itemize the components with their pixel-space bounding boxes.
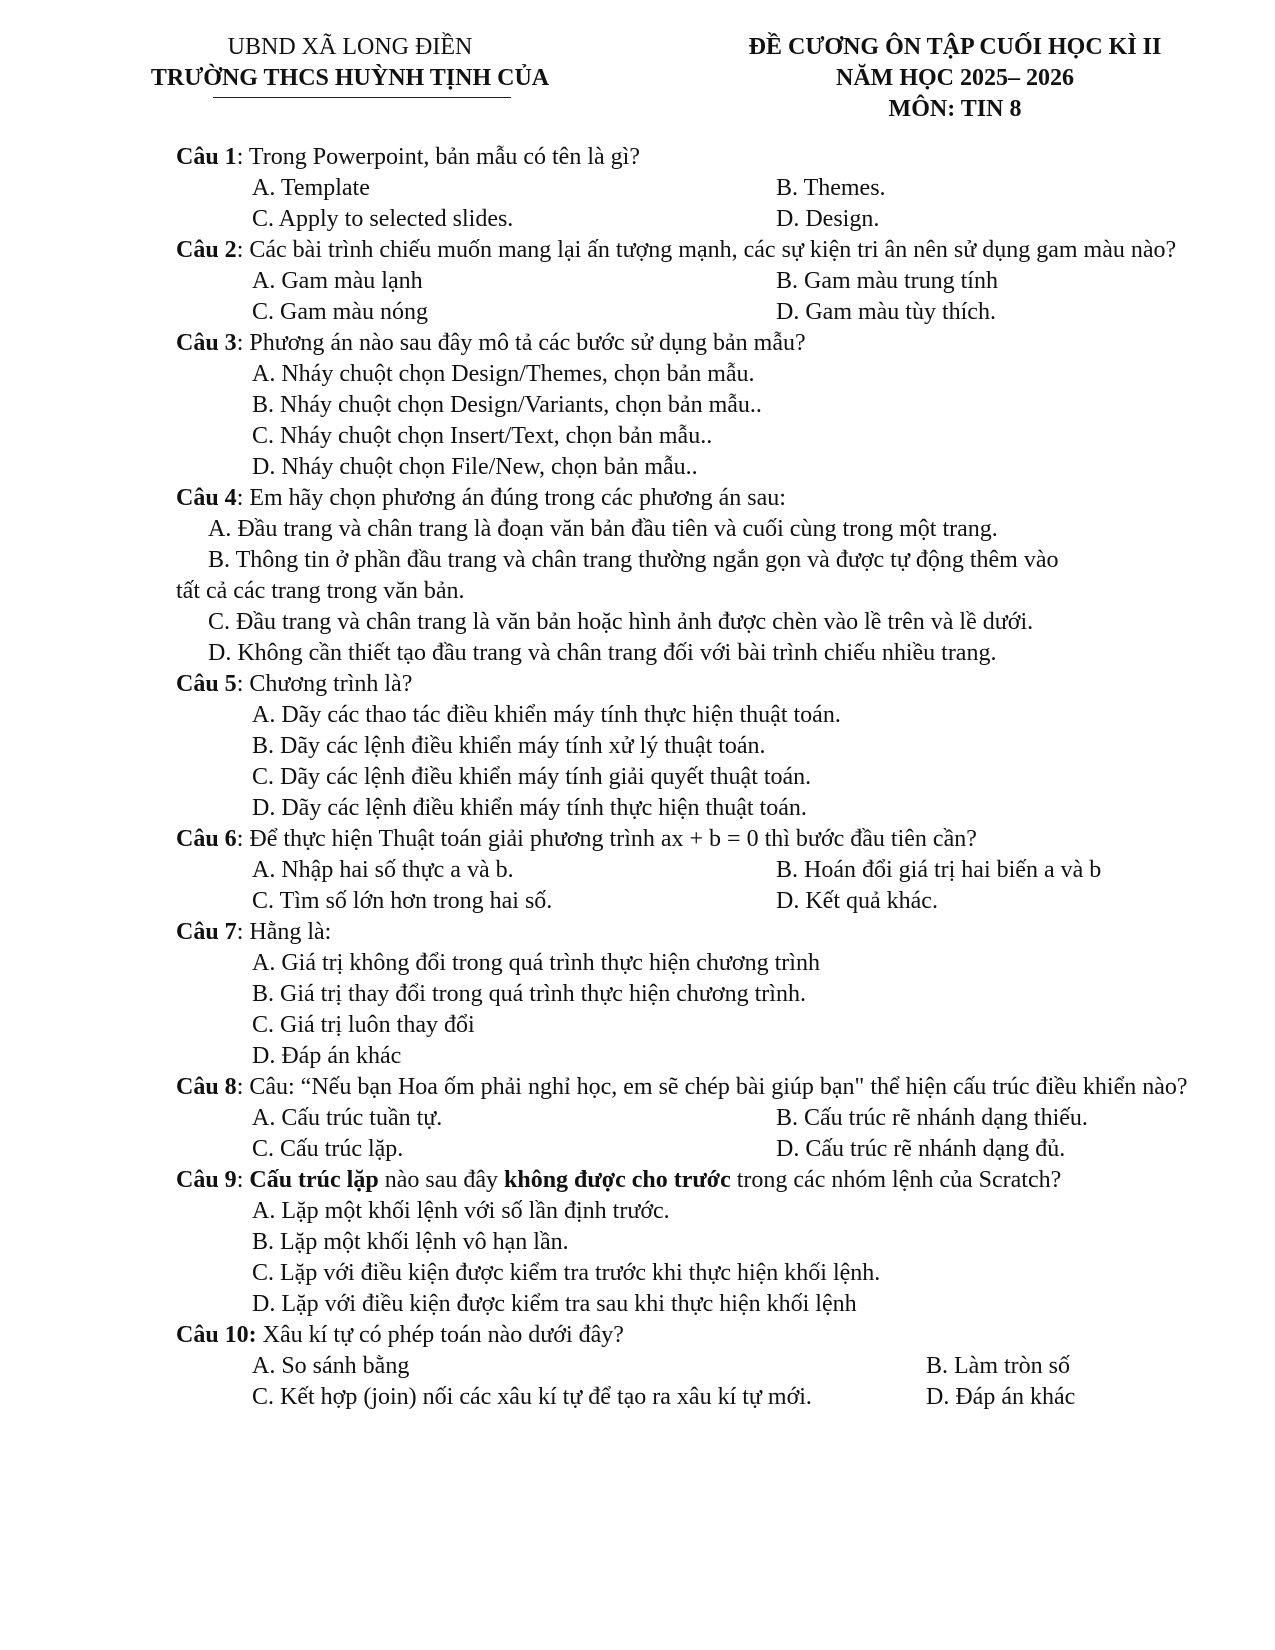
question-label: Câu 2: [176, 237, 237, 263]
question-3: [176, 328, 1196, 359]
option-d: D. Lặp với điều kiện được kiểm tra sau khi thực hiện khối lệnh: [252, 1291, 857, 1317]
option-c: C. Apply to selected slides.: [252, 206, 514, 232]
question-text: : Hằng là:: [236, 919, 332, 945]
option-a: A. Gam màu lạnh: [252, 268, 423, 294]
options-2: [252, 266, 1196, 328]
option-b: B. Lặp một khối lệnh vô hạn lần.: [252, 1229, 569, 1255]
option-c: C. Giá trị luôn thay đổi: [252, 1012, 475, 1038]
question-5: [176, 669, 1196, 700]
question-label: Câu 7: [176, 919, 237, 945]
question-6: [176, 824, 1196, 855]
subject: MÔN: TIN 8: [888, 96, 1022, 122]
option-d: D. Không cần thiết tạo đầu trang và chân trang đối với bài trình chiếu nhiều trang.: [208, 640, 997, 666]
question-text: trong các nhóm lệnh của Scratch?: [730, 1167, 1062, 1193]
question-text: : Các bài trình chiếu muốn mang lại ấn tượng mạnh, các sự kiện tri ân nên sử dụng gam màu nào?: [236, 237, 1177, 263]
option-b: B. Làm tròn số: [926, 1353, 1070, 1379]
school-name: TRƯỜNG THCS HUỲNH TỊNH CỦA: [150, 65, 550, 91]
question-10: [176, 1320, 1196, 1351]
option-d: D. Đáp án khác: [252, 1043, 402, 1069]
option-c: C. Kết hợp (join) nối các xâu kí tự để tạo ra xâu kí tự mới.: [252, 1384, 812, 1410]
options-6: [252, 855, 1196, 917]
question-text: nào sau đây: [378, 1167, 504, 1193]
question-label: Câu 9: [176, 1167, 237, 1193]
question-7: [176, 917, 1196, 948]
option-c: C. Nháy chuột chọn Insert/Text, chọn bản mẫu..: [252, 423, 713, 449]
option-b: B. Cấu trúc rẽ nhánh dạng thiếu.: [776, 1105, 1088, 1131]
options-8: [252, 1103, 1196, 1165]
options-1: [252, 173, 1196, 235]
question-text: :: [236, 1167, 250, 1193]
option-b: B. Hoán đổi giá trị hai biến a và b: [776, 857, 1102, 883]
option-b: B. Nháy chuột chọn Design/Variants, chọn bản mẫu..: [252, 392, 762, 418]
option-c: C. Cấu trúc lặp.: [252, 1136, 404, 1162]
header-right: [715, 32, 1195, 125]
option-a: A. Nhập hai số thực a và b.: [252, 857, 514, 883]
option-a: A. Lặp một khối lệnh với số lần định trước.: [252, 1198, 670, 1224]
option-d: D. Đáp án khác: [926, 1384, 1076, 1410]
question-text: : Chương trình là?: [236, 671, 413, 697]
question-text: : Để thực hiện Thuật toán giải phương trình ax + b = 0 thì bước đầu tiên cần?: [236, 826, 977, 852]
option-a: A. Dãy các thao tác điều khiển máy tính thực hiện thuật toán.: [252, 702, 841, 728]
option-a: A. Nháy chuột chọn Design/Themes, chọn bản mẫu.: [252, 361, 755, 387]
question-text: : Phương án nào sau đây mô tả các bước sử dụng bản mẫu?: [236, 330, 806, 356]
question-1: [176, 142, 1196, 173]
option-d: D. Design.: [776, 206, 880, 232]
question-2: [176, 235, 1196, 266]
option-b-continued: tất cả các trang trong văn bản.: [176, 578, 465, 604]
question-label: Câu 3: [176, 330, 237, 356]
question-4: [176, 483, 1196, 514]
option-b: B. Themes.: [776, 175, 886, 201]
question-label: Câu 4: [176, 485, 237, 511]
option-a: A. Cấu trúc tuần tự.: [252, 1105, 443, 1131]
option-a: A. So sánh bằng: [252, 1353, 410, 1379]
question-8: [176, 1072, 1196, 1103]
option-c: C. Gam màu nóng: [252, 299, 428, 325]
question-label: Câu 5: [176, 671, 237, 697]
option-a: A. Đầu trang và chân trang là đoạn văn bản đầu tiên và cuối cùng trong một trang.: [208, 516, 998, 542]
option-b: B. Thông tin ở phần đầu trang và chân trang thường ngắn gọn và được tự động thêm vào: [208, 547, 1059, 573]
option-b: B. Giá trị thay đổi trong quá trình thực hiện chương trình.: [252, 981, 806, 1007]
option-b: B. Gam màu trung tính: [776, 268, 998, 294]
question-text: : Em hãy chọn phương án đúng trong các phương án sau:: [236, 485, 786, 511]
option-c: C. Đầu trang và chân trang là văn bản hoặc hình ảnh được chèn vào lề trên và lề dưới.: [208, 609, 1034, 635]
option-c: C. Dãy các lệnh điều khiển máy tính giải quyết thuật toán.: [252, 764, 812, 790]
option-d: D. Cấu trúc rẽ nhánh dạng đủ.: [776, 1136, 1066, 1162]
option-d: D. Dãy các lệnh điều khiển máy tính thực hiện thuật toán.: [252, 795, 807, 821]
question-label: Câu 1: [176, 144, 237, 170]
question-label: Câu 6: [176, 826, 237, 852]
option-a: A. Template: [252, 175, 370, 201]
options-10: [252, 1351, 1196, 1413]
question-emphasis: Cấu trúc lặp: [249, 1167, 379, 1193]
header-left: [140, 32, 560, 94]
document-title: ĐỀ CƯƠNG ÔN TẬP CUỐI HỌC KÌ II: [748, 34, 1162, 60]
question-text: Xâu kí tự có phép toán nào dưới đây?: [256, 1322, 624, 1348]
question-text: : Trong Powerpoint, bản mẫu có tên là gì?: [236, 144, 640, 170]
option-d: D. Gam màu tùy thích.: [776, 299, 996, 325]
option-d: D. Kết quả khác.: [776, 888, 938, 914]
question-emphasis: không được cho trước: [504, 1167, 731, 1193]
option-c: C. Lặp với điều kiện được kiểm tra trước khi thực hiện khối lệnh.: [252, 1260, 881, 1286]
school-year: NĂM HỌC 2025– 2026: [836, 65, 1074, 91]
question-label: Câu 10:: [176, 1322, 257, 1348]
option-b: B. Dãy các lệnh điều khiển máy tính xử lý thuật toán.: [252, 733, 766, 759]
option-a: A. Giá trị không đổi trong quá trình thực hiện chương trình: [252, 950, 820, 976]
question-list: [176, 142, 1196, 1413]
question-text: : Câu: “Nếu bạn Hoa ốm phải nghỉ học, em sẽ chép bài giúp bạn" thể hiện cấu trúc điều khiển nào?: [236, 1074, 1188, 1100]
school-name-underline: [213, 97, 511, 98]
question-label: Câu 8: [176, 1074, 237, 1100]
question-9: [176, 1165, 1196, 1196]
option-c: C. Tìm số lớn hơn trong hai số.: [252, 888, 553, 914]
department-name: UBND XÃ LONG ĐIỀN: [227, 34, 473, 60]
option-d: D. Nháy chuột chọn File/New, chọn bản mẫu..: [252, 454, 698, 480]
